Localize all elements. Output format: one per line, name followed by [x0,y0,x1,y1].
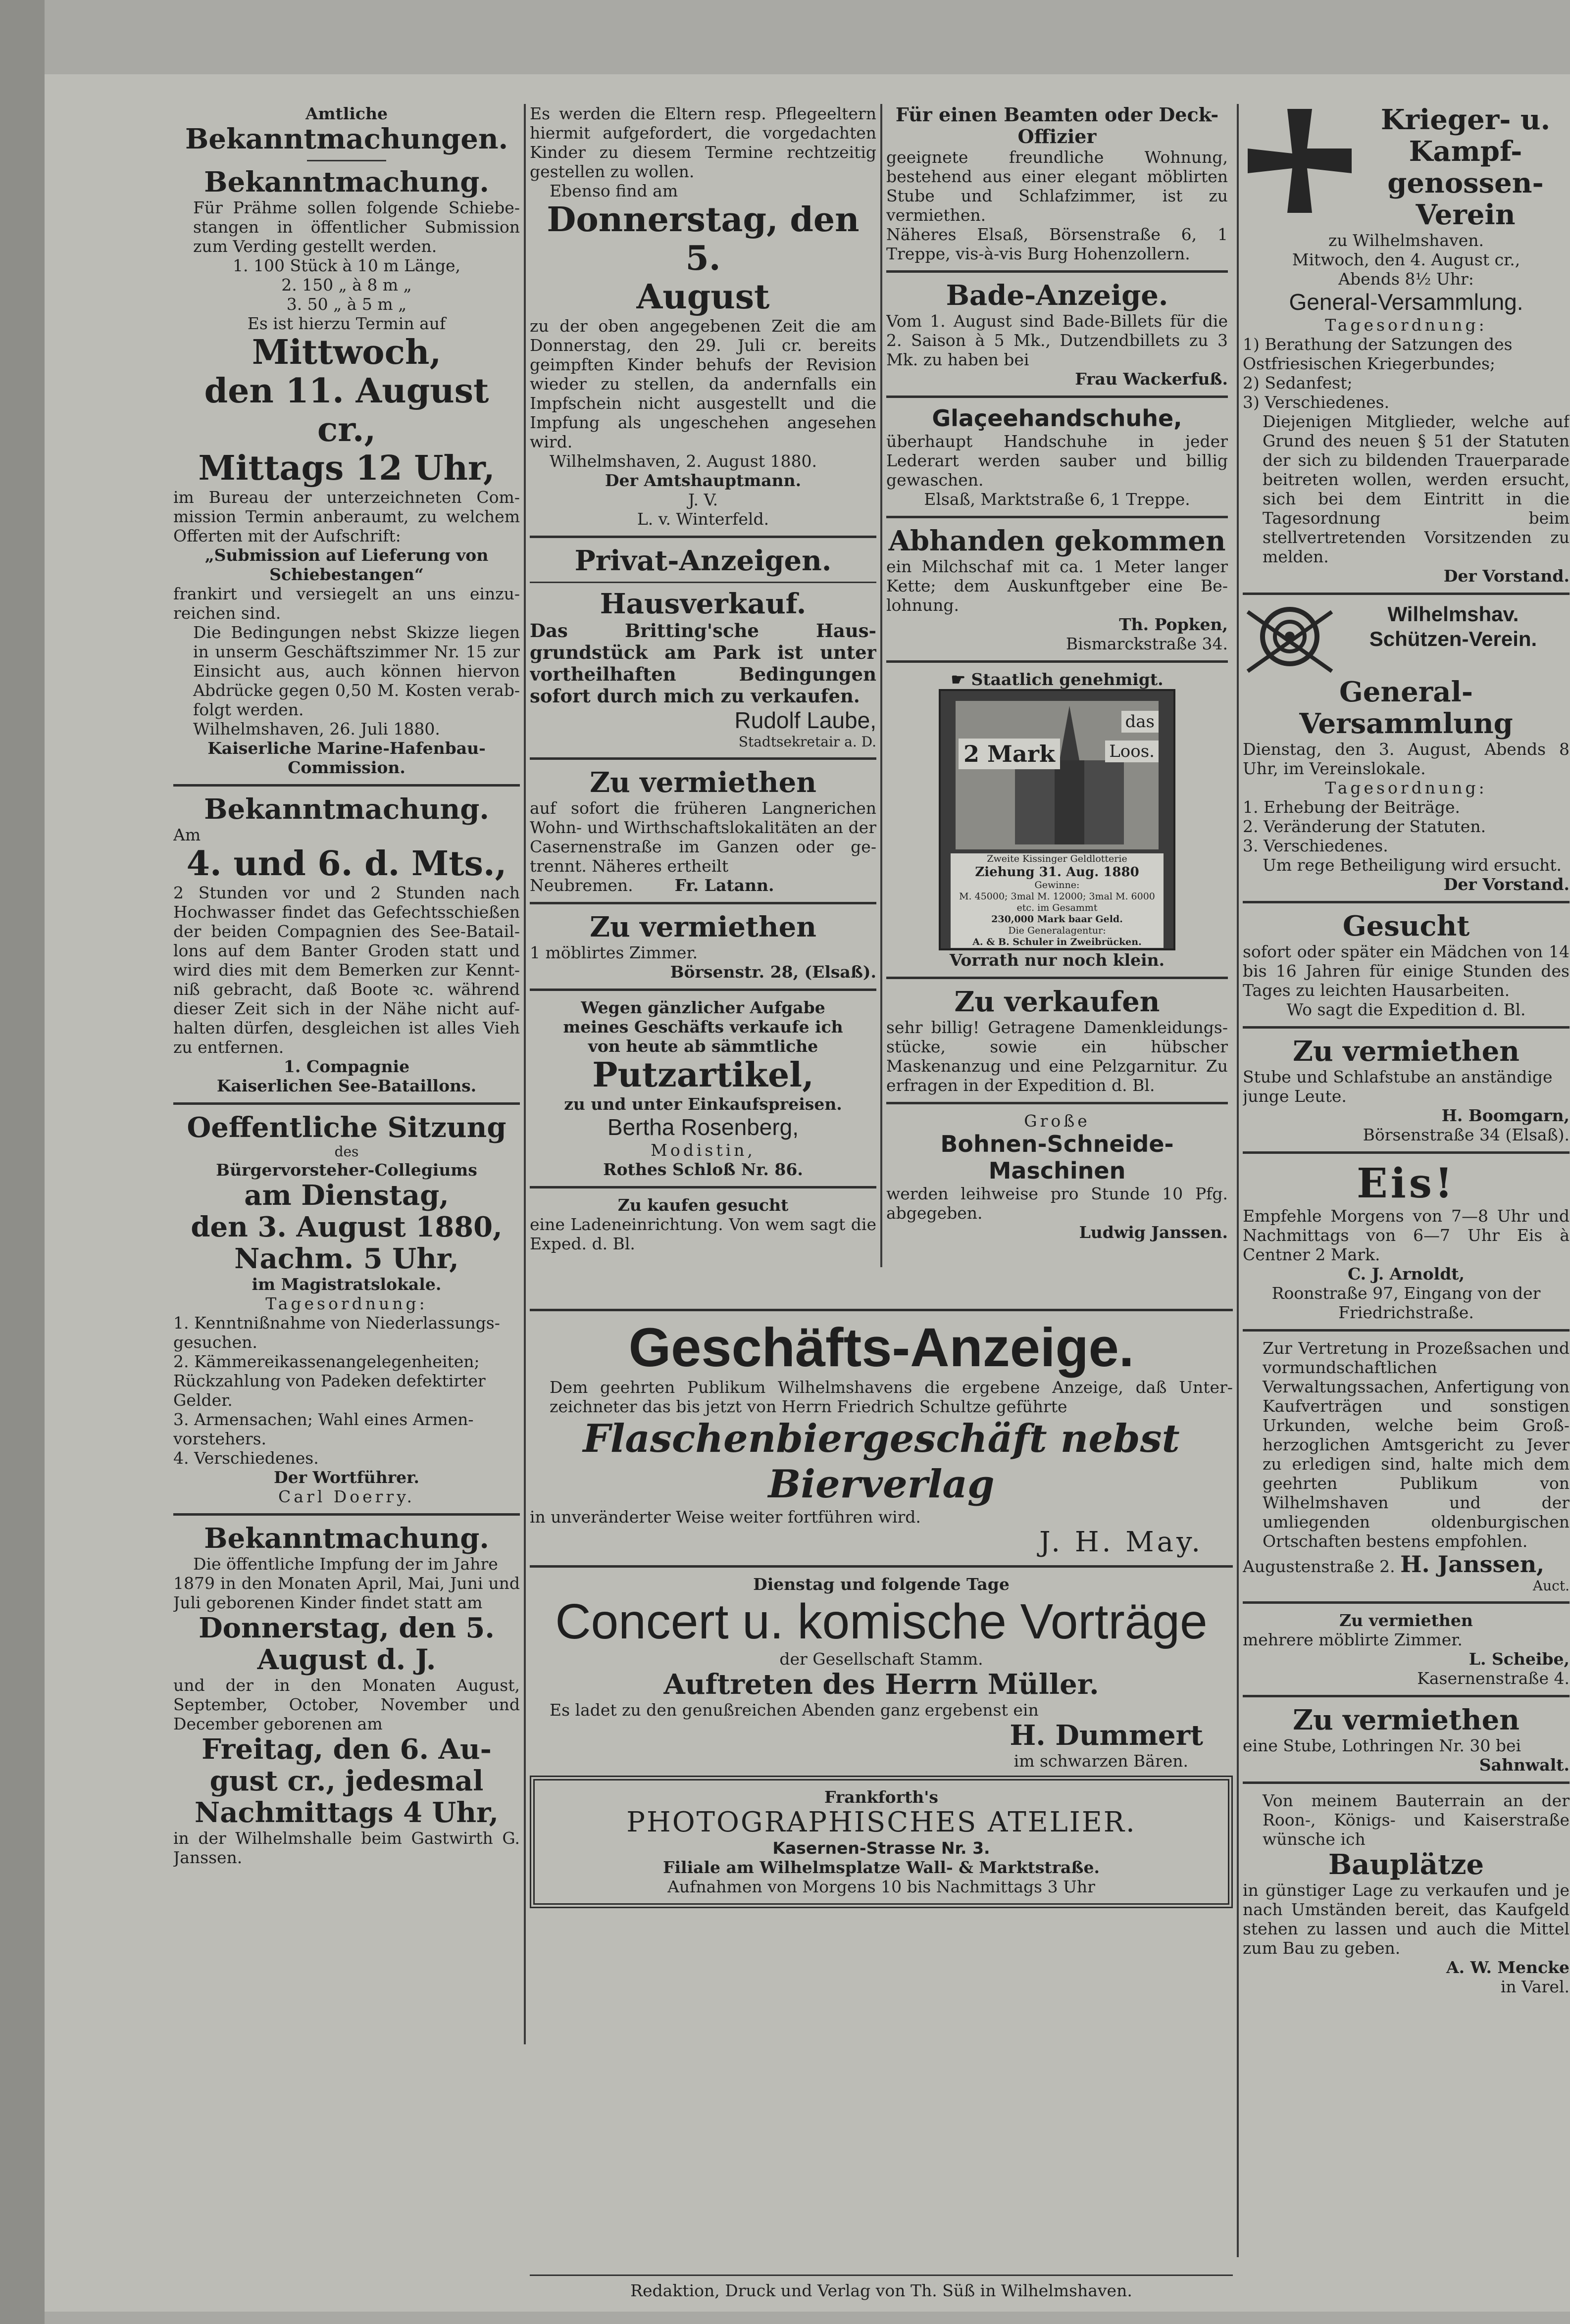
column-2 [530,104,876,1292]
notice-text: Ebenso find am [550,181,678,200]
ad-title: Zu verkaufen [954,986,1160,1018]
ad-text: Das Britting'sche Hausgrundstück am Park ist unter vortheilhaften Bedingungen sofort durch mich zu verkaufen. [530,620,876,707]
ad-text: Es ladet zu den genußreichen Abenden ganz ergebenst ein [550,1700,1039,1720]
ad-text: Vom 1. August sind Bade-Billets für die 2. Saison à 5 Mk., Dutzendbillets zu 3 Mk. zu haben bei [886,311,1228,369]
notice-text: Bürgervorsteher-Collegiums [216,1160,477,1180]
club-date: Dienstag, den 3. August, Abends 8 Uhr, im Vereinslokale. [1243,740,1570,778]
ad-text: mehrere möblirte Zimmer. [1243,1630,1463,1649]
ad-text: sehr billig! Getragene Damenkleidungsstücke, sowie ein hübscher Maskenanzug und eine Pelzgarnitur. Zu erfragen in der Expedition d. Bl. [886,1018,1228,1095]
notice-signature: 1. Compagnie [283,1057,410,1076]
club-title: Verein [1416,198,1516,231]
notice-text: frankirt und versiegelt an uns einzureichen sind. [173,584,520,623]
ad-address: Börsenstraße 34 (Elsaß). [1363,1125,1570,1144]
divider [1243,1329,1570,1332]
column-rule [880,104,882,1267]
ad-title: Geschäfts-Anzeige. [628,1317,1134,1378]
ad-title: PHOTOGRAPHISCHES ATELIER. [626,1806,1136,1838]
ad-title: Zu vermiethen [1339,1611,1473,1630]
ad-title: Bohnen-Schneide- [940,1131,1174,1157]
club-title: Krieger- u. [1380,104,1551,136]
ad-title: Zu vermiethen [1293,1035,1519,1068]
ad-text: von heute ab sämmtliche [588,1037,818,1056]
lottery-line: Zweite Kissinger Geldlotterie [987,853,1127,864]
lottery-das: das [1121,711,1159,733]
ad-text: Dienstag und folgende Tage [753,1575,1010,1594]
ad-text: zu und unter Einkaufspreisen. [564,1094,842,1114]
notice-signature: Der Amtshauptmann. [605,471,802,490]
notice-day: am Dienstag, [244,1179,449,1212]
lottery-line: M. 45000; 3mal M. 12000; 3mal M. 6000 [959,891,1155,902]
divider [886,1102,1228,1104]
ad-text: Wegen gänzlicher Aufgabe [581,998,825,1017]
notice-place-date: Wilhelmshaven, 2. August 1880. [550,451,817,471]
notice-text: 2 Stunden vor und 2 Stunden nach Hochwasser findet das Gefechtsschießen der beiden Compagnien des See-Bataillons auf dem Banter Groden statt und wird dies mit dem Bemerken zur Kenntniß gebracht, daß Boote ꝛc. während dieser Zeit sich in der Nähe nicht aufhalten dürfen, desgleichen ist alles Vieh zu entfernen. [173,883,520,1057]
agenda-item: 2) Sedanfest; [1243,373,1353,393]
ad-title: Bauplätze [1328,1848,1484,1881]
ad-text: Empfehle Morgens von 7—8 Uhr und Nachmittags von 6—7 Uhr Eis à Centner 2 Mark. [1243,1206,1570,1264]
club-time: Abends 8½ Uhr: [1338,269,1474,289]
club-title: genossen- [1387,167,1544,199]
notice-text: Es ist hierzu Termin auf [247,314,446,333]
lottery-head: ☛ Staatlich genehmigt. [951,670,1164,689]
agenda-item: 3. Verschiedenes. [1243,836,1388,855]
divider [530,1309,1233,1311]
notice-time: Nachmittags 4 Uhr, [195,1796,499,1829]
ad-name: C. J. Arnoldt, [1347,1264,1465,1284]
notice-signature: Carl Doerry. [278,1487,415,1506]
ad-address: Bismarckstraße 34. [1065,634,1228,653]
notice-text: Am [173,825,201,844]
ad-title: Zu vermiethen [590,766,816,799]
lottery-ticket [939,689,1175,950]
notice-signature: J. V. [688,490,718,509]
agenda-item: 3. Armensachen; Wahl eines Armenvorstehers. [173,1410,474,1448]
ad-address: Kasernenstraße 4. [1417,1669,1570,1688]
ad-name: H. Dummert [1010,1719,1203,1752]
divider [530,1186,876,1188]
ad-text: in unveränderter Weise weiter fortführen wird. [530,1507,921,1527]
agenda-item: 2. Veränderung der Statuten. [1243,817,1486,836]
ad-title: Eis! [1357,1160,1456,1207]
club-text: Um rege Betheiligung wird ersucht. [1263,855,1562,875]
ad-title: Zu vermiethen [590,911,816,943]
notice-text: in der Wilhelmshalle beim Gastwirth G. Janssen. [173,1829,520,1867]
ad-text: 1 möblirtes Zimmer. [530,943,698,962]
club-signature: Der Vorstand. [1443,875,1570,894]
notice-title: Bekanntmachung. [204,793,489,826]
agenda-item: 3) Verschiedenes. [1243,393,1390,412]
ad-name: H. Boomgarn, [1441,1106,1570,1125]
ad-title: Putzartikel, [592,1055,814,1095]
ad-address: Näheres Elsaß, Börsenstraße 6, 1 Treppe, vis-à-vis Burg Hohenzollern. [886,225,1228,263]
club-title: Schützen-Verein. [1369,627,1537,650]
ad-text: Dem geehrten Publikum Wilhelmshavens die ergebene Anzeige, daß Unterzeichneter das bis jetzt von Herrn Friedrich Schultze geführte [550,1378,1233,1416]
ad-name: A. W. Mencke [1446,1958,1570,1977]
club-title: Kampf- [1409,135,1522,168]
column-3 [886,104,1228,1292]
notice-text: des [334,1143,359,1160]
agenda-item: 1) Berathung der Satzungen des Ostfriesischen Kriegerbundes; [1243,335,1513,373]
ad-title: Gesucht [1342,910,1470,942]
agenda-item: 1. Erhebung der Beiträge. [1243,797,1460,817]
divider [1243,1695,1570,1697]
ad-title: Hausverkauf. [600,588,807,620]
notice-date: August [636,277,770,317]
ad-name: Th. Popken, [1119,615,1228,634]
ad-text: überhaupt Handschuhe in jeder Lederart werden sauber und billig gewaschen. [886,432,1228,490]
section-heading-privat: Privat-Anzeigen. [574,544,832,577]
agenda-heading: Tagesordnung: [265,1294,428,1313]
ad-address: Rothes Schloß Nr. 86. [603,1160,803,1179]
column-rule [524,104,526,2044]
agenda-item: 4. Verschiedenes. [173,1448,319,1468]
notice-place-date: Wilhelmshaven, 26. Juli 1880. [193,719,440,739]
club-place: zu Wilhelmshaven. [1328,231,1484,250]
ad-text: ein Milchschaf mit ca. 1 Meter langer Kette; dem Auskunftgeber eine Belohnung. [886,557,1228,615]
page-spine [0,0,45,2324]
divider [173,1102,520,1105]
ad-text: sofort oder später ein Mädchen von 14 bis 16 Jahren für einige Stunden des Tages zu leichten Hausarbeiten. [1243,942,1570,1000]
ad-text: werden leihweise pro Stunde 10 Pfg. abgegeben. [886,1184,1228,1223]
notice-text: und der in den Monaten August, September, October, November und December geborenen am [173,1676,520,1733]
ad-text: Zur Vertretung in Prozeßsachen und vormundschaftlichen Verwaltungssachen, Anfertigung von Kaufverträgen und sonstigen Urkunden, welche beim Großherzoglichen Amtsgericht zu Jever zu erledigen sind, halte mich dem geehrten Publikum von Wilhelmshaven und der umliegenden oldenburgischen Ortschaften bestens empfohlen. [1263,1338,1570,1551]
agenda-heading: Tagesordnung: [1325,315,1487,335]
divider [1243,1151,1570,1154]
ad-name: H. Janssen, [1400,1551,1545,1578]
notice-signature: Der Wortführer. [274,1468,419,1487]
lottery-line: Ziehung 31. Aug. 1880 [975,865,1139,880]
ad-name: Rudolf Laube, [734,707,876,733]
ad-name: Bertha Rosenberg, [607,1114,799,1140]
lottery-line: Gewinne: [1034,880,1080,890]
ad-text: meines Geschäfts verkaufe ich [563,1017,843,1037]
ad-role: Auct. [1532,1578,1570,1594]
ad-text: Filiale am Wilhelmsplatze Wall- & Marktstraße. [663,1858,1100,1877]
lottery-price: 2 Mark [959,739,1060,769]
notice-date: 4. und 6. d. Mts., [186,844,507,884]
divider [886,977,1228,979]
ad-text: eine Ladeneinrichtung. Von wem sagt die Exped. d. Bl. [530,1215,876,1253]
divider [530,1565,1233,1568]
lottery-line: Die Generalagentur: [1008,925,1106,936]
ad-title: Bade-Anzeige. [946,279,1168,312]
notice-text: Die öffentliche Impfung der im Jahre [193,1554,498,1574]
lottery-details [951,853,1164,948]
notice-text: Es werden die Eltern resp. Pflegeeltern hiermit aufgefordert, die vorgedachten Kinder zu diesem Termine rechtzeitig gestellen zu wollen. [530,104,876,181]
notice-signature: Kaiserlichen See-Bataillons. [216,1076,477,1095]
ad-name: J. H. May. [1039,1526,1203,1558]
notice-time: Mittags 12 Uhr, [198,448,495,488]
agenda-item: 1. Kenntnißnahme von Niederlassungsgesuchen. [173,1313,500,1352]
ad-text: in günstiger Lage zu verkaufen und je nach Umständen bereit, das Kaufgeld stehen zu lassen und auch die Mittel zum Bau zu geben. [1243,1880,1570,1958]
divider [886,396,1228,398]
ad-title: Maschinen [988,1157,1126,1184]
column-4 [1243,104,1570,1996]
notice-place: im Magistratslokale. [252,1275,442,1294]
list-item: 1. 100 Stück à 10 m Länge, [233,256,460,275]
ad-role: Modistin, [651,1140,756,1160]
notice-quote: „Submission auf Lieferung von Schiebestangen“ [204,545,489,584]
ad-text: Wo sagt die Expedition d. Bl. [1286,1000,1526,1019]
notice-text: zu der oben angegebenen Zeit die am Donnerstag, den 29. Juli cr. bereits geimpften Kinder behufs der Revision wieder zu stellen, da andernfalls ein Impfschein nicht ausgestellt und die Impfung als ungeschehen angesehen wird. [530,316,876,451]
notice-title: Oeffentliche Sitzung [187,1111,506,1144]
heading-amtliche: Amtliche [305,104,388,123]
ad-address: Elsaß, Marktstraße 6, 1 Treppe. [924,490,1190,509]
divider [886,270,1228,273]
notice-date: gust cr., jedesmal [209,1765,484,1797]
ad-place: Neubremen. [530,876,633,895]
ad-title: Glaçeehandschuhe, [932,405,1182,432]
club-title: Wilhelmshav. [1387,602,1519,626]
ad-role: Stadtsekretair a. D. [738,734,876,750]
agenda-item: 2. Kämmereikassenangelegenheiten; Rückzahlung von Padeken defektirter Gelder. [173,1352,486,1410]
list-item: 2. 150 „ à 8 m „ [281,275,412,295]
ad-title: Zu kaufen gesucht [617,1195,789,1215]
ad-address: Kasernen-Strasse Nr. 3. [772,1838,990,1858]
divider [1243,1601,1570,1604]
ad-text: Von meinem Bauterrain an der Roon-, Königs- und Kaiserstraße wünsche ich [1263,1791,1570,1849]
ad-text: eine Stube, Lothringen Nr. 30 bei [1243,1736,1521,1755]
divider [1243,901,1570,903]
column-1 [173,104,520,1867]
notice-date: den 11. August cr., [204,371,489,449]
ad-name: Ludwig Janssen. [1079,1223,1228,1242]
divider [530,989,876,991]
ad-place: im schwarzen Bären. [1013,1751,1188,1771]
column-rule [1237,104,1239,2257]
pointing-hand-icon: ☛ [951,670,971,689]
divider [530,2275,1233,2276]
notice-title: Bekanntmachung. [204,166,489,198]
ad-name: Sahnwalt. [1479,1755,1570,1775]
lottery-line: A. & B. Schuler in Zweibrücken. [972,937,1142,947]
club-meeting: General-Versammlung. [1289,289,1523,315]
list-item: 3. 50 „ à 5 m „ [286,295,407,314]
ad-place: in Varel. [1500,1977,1570,1996]
divider [530,536,876,538]
notice-text: Für Prähme sollen folgende Schiebestangen in öffentlicher Submission zum Verding gestellt werden. [193,198,520,256]
divider [307,160,386,161]
lottery-loos: Loos. [1105,741,1159,762]
ad-name: L. Scheibe, [1469,1649,1570,1669]
ad-name: Frau Wackerfuß. [1075,369,1228,389]
divider [530,582,876,583]
agenda-heading: Tagesordnung: [1325,778,1487,797]
ad-text: auf sofort die früheren Langnerichen Wohn- und Wirthschaftslokalitäten an der Casernenstraße im Ganzen oder getrennt. Näheres ertheilt [530,798,876,876]
notice-signature: Kaiserliche Marine-Hafenbau-Commission. [207,739,486,777]
ad-address: Börsenstr. 28, (Elsaß). [670,962,876,982]
notice-signature: L. v. Winterfeld. [637,509,769,529]
notice-time: Nachm. 5 Uhr, [234,1242,459,1275]
ad-name: Fr. Latann. [674,876,774,895]
target-rifles-icon [1243,602,1337,676]
photo-atelier-ad [530,1776,1233,1908]
impressum-line [530,2270,1233,2300]
ad-title: Zu vermiethen [1293,1704,1519,1736]
club-title: General- [1339,676,1473,708]
ad-address: Roonstraße 97, Eingang von der Friedrichstraße. [1271,1284,1541,1322]
notice-text: im Bureau der unterzeichneten Commission Termin anberaumt, zu welchem Offerten mit der Aufschrift: [173,488,520,545]
ad-name: Frankforth's [824,1787,938,1807]
ad-title: Auftreten des Herrn Müller. [663,1668,1099,1701]
divider [173,784,520,787]
club-text: Diejenigen Mitglieder, welche auf Grund des neuen § 51 der Statuten der sich zu bildenden Trauerparade beitreten wollen, werden ersucht, sich bei dem Eintritt in die Tagesordnung beim stellvertretenden Vorsitzenden zu melden. [1263,412,1570,566]
notice-text: Die Bedingungen nebst Skizze liegen in unserm Geschäftszimmer Nr. 15 zur Einsicht aus, auch können hiervon Abdrücke gegen 0,50 M. Kosten verabfolgt werden. [193,623,520,719]
divider [886,516,1228,518]
ad-text: geeignete freundliche Wohnung, bestehend aus einer elegant möblirten Stube und Schlafzimmer, ist zu vermiethen. [886,148,1228,225]
ad-title: Für einen Beamten oder Deck-Offizier [895,104,1219,148]
notice-date: den 3. August 1880, [191,1211,503,1243]
divider [530,757,876,760]
ad-title: Abhanden gekommen [888,525,1226,557]
lottery-line: 230,000 Mark baar Geld. [991,914,1123,925]
ad-address: Augustenstraße 2. [1243,1557,1395,1576]
ad-text: Aufnahmen von Morgens 10 bis Nachmittags 3 Uhr [667,1877,1095,1896]
notice-date: Donnerstag, den 5. [547,200,860,278]
notice-text: 1879 in den Monaten April, Mai, Juni und Juli geborenen Kinder findet statt am [173,1574,520,1612]
club-title: Versammlung [1299,707,1513,740]
ad-title: Flaschenbiergeschäft nebst Bierverlag [583,1416,1180,1507]
ad-title: Concert u. komische Vorträge [555,1594,1208,1649]
ad-text: der Gesellschaft Stamm. [779,1649,983,1669]
ad-text: Große [1024,1111,1090,1131]
ad-text: Stube und Schlafstube an anständige junge Leute. [1243,1067,1553,1106]
divider [1243,1781,1570,1784]
divider [530,902,876,904]
divider [173,1513,520,1516]
impressum: Redaktion, Druck und Verlag von Th. Süß in Wilhelmshaven. [630,2281,1132,2300]
lottery-foot: Vorrath nur noch klein. [949,950,1165,970]
notice-date: Donnerstag, den 5. [199,1612,495,1644]
divider [1243,593,1570,595]
notice-title: Bekanntmachung. [204,1522,489,1555]
club-signature: Der Vorstand. [1443,566,1570,586]
notice-date: Freitag, den 6. Au- [202,1733,492,1766]
notice-date: August d. J. [257,1643,436,1676]
club-date: Mitwoch, den 4. August cr., [1292,250,1520,269]
divider [1243,1026,1570,1029]
heading-bekanntmachungen: Bekanntmachungen. [185,123,508,155]
iron-cross-icon [1243,104,1357,218]
divider [886,660,1228,663]
notice-day: Mittwoch, [252,333,442,372]
wide-ads [530,1302,1233,1913]
lottery-line: etc. im Gesammt [1016,902,1098,913]
